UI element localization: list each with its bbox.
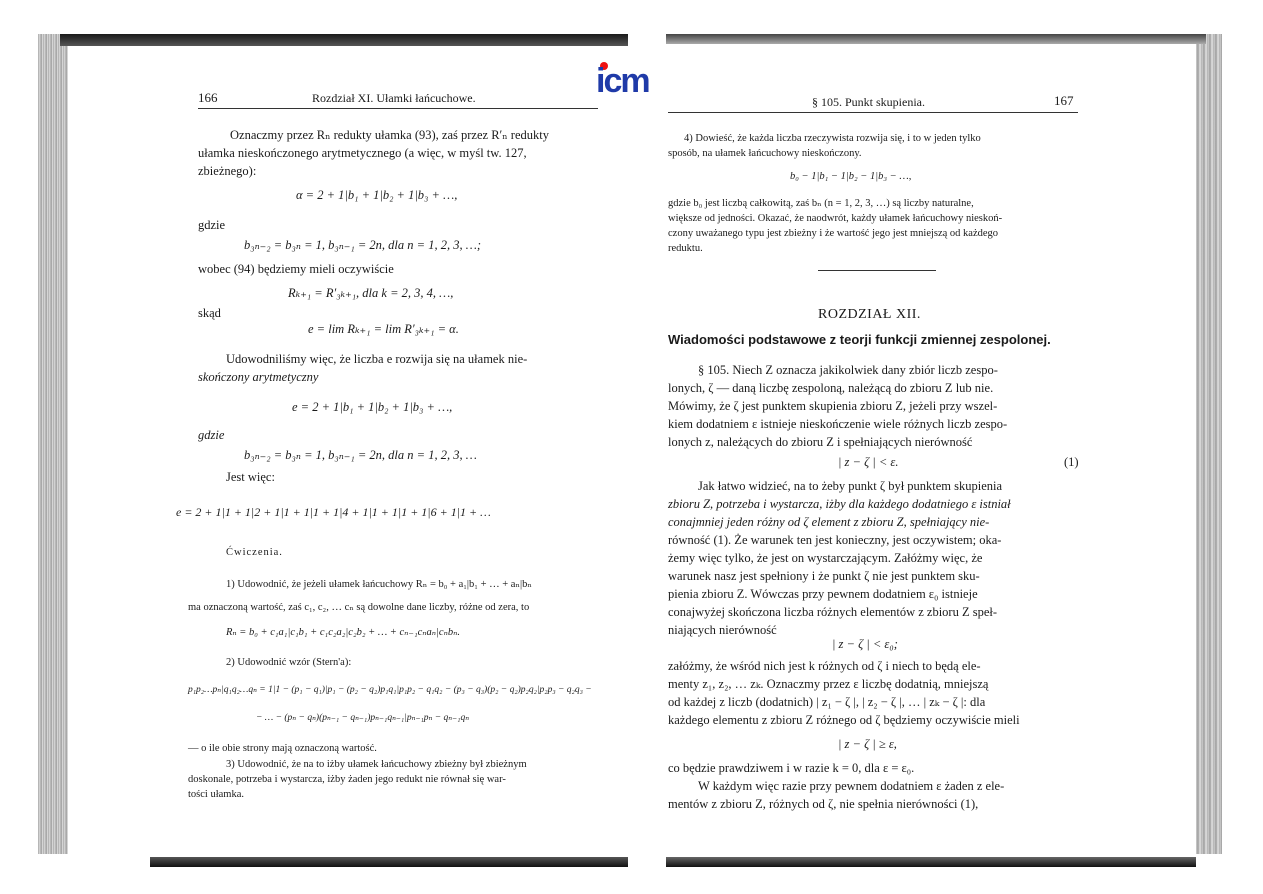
text-line: lonych, ζ — daną liczbę zespoloną, należącą do zbioru Z lub nie. [668, 381, 994, 395]
text-line: Oznaczmy przez Rₙ redukty ułamka (93), zaś przez R′ₙ redukty [230, 128, 549, 142]
text-line: lonych z, należących do zbioru Z i spełniających nierówność [668, 435, 973, 449]
text-line: co będzie prawdziwem i w razie k = 0, dla ε = ε₀. [668, 761, 915, 775]
text-line: — o ile obie strony mają oznaczoną wartość. [188, 743, 377, 754]
text-line: gdzie [198, 428, 225, 442]
formula-line: | z − ζ | < ε₀; [832, 637, 898, 651]
icm-logo [596, 62, 666, 102]
text-line: Jest więc: [226, 470, 275, 484]
text-line: czony uważanego typu jest zbieżny i że wartość jego jest mniejszą od każdego [668, 228, 999, 239]
text-line: mentów z zbioru Z, różnych od ζ, nie spełnia nierówności (1), [668, 797, 979, 811]
text-line: od każdej z liczb (dodatnich) | z₁ − ζ |, | z₂ − ζ |, … | zₖ − ζ |: dla [668, 695, 986, 709]
text-line: sposób, na ułamek łańcuchowy nieskończony. [668, 148, 862, 159]
exercises-heading: Ćwiczenia. [226, 547, 283, 558]
text-line: ma oznaczoną wartość, zaś c₁, c₂, … cₙ są dowolne dane liczby, różne od zera, to [188, 602, 530, 613]
text-line: pienia zbioru Z. Wówczas przy pewnem dodatniem ε₀ istnieje [668, 587, 978, 601]
text-line: Udowodniliśmy więc, że liczba e rozwija się na ułamek nie- [226, 352, 528, 366]
left-bottom-shadow [150, 857, 628, 867]
logo-text: icm [596, 62, 649, 100]
right-bottom-shadow [666, 857, 1196, 867]
formula-line: − … − (pₙ − qₙ)(pₙ₋₁ − qₙ₋₁)pₙ₋₁qₙ₋₁|pₙ₋₁pₙ − qₙ₋₁qₙ [256, 713, 470, 723]
left-page-edge [38, 34, 68, 854]
text-line: Mówimy, że ζ jest punktem skupienia zbioru Z, jeżeli przy wszel- [668, 399, 998, 413]
formula-line: b₃ₙ₋₂ = b₃ₙ = 1, b₃ₙ₋₁ = 2n, dla n = 1, 2, 3, … [244, 448, 477, 462]
text-line: gdzie [198, 218, 226, 232]
text-line: § 105. Niech Z oznacza jakikolwiek dany zbiór liczb zespo- [698, 363, 998, 377]
text-line: 2) Udowodnić wzór (Stern'a): [226, 657, 352, 668]
right-page-number: 167 [1054, 93, 1074, 108]
text-line: wobec (94) będziemy mieli oczywiście [198, 262, 394, 276]
text-line: 3) Udowodnić, że na to iżby ułamek łańcuchowy zbieżny był zbieżnym [226, 759, 527, 770]
formula-line: Rₖ₊₁ = R′₃ₖ₊₁, dla k = 2, 3, 4, …, [288, 286, 454, 300]
formula-line: e = 2 + 1|1 + 1|2 + 1|1 + 1|1 + 1|4 + 1|1 + 1|1 + 1|6 + 1|1 + … [176, 505, 491, 519]
formula-line: p₁p₂…pₙ|q₁q₂…qₙ = 1|1 − (p₁ − q₁)|p₁ − (p₂ − q₂)p₁q₁|p₁p₂ − q₁q₂ − (p₃ − q₃)(p₂ − q₂)p₂q₂|p₂p₃ − q₂q₃ − [188, 685, 592, 695]
text-line: skończony arytmetyczny [198, 370, 319, 384]
text-line: 4) Dowieść, że każda liczba rzeczywista rozwija się, i to w jeden tylko [684, 133, 981, 144]
right-running-head: § 105. Punkt skupienia. [812, 95, 925, 109]
text-line: skąd [198, 306, 221, 320]
text-line: reduktu. [668, 243, 703, 254]
text-line: gdzie b₀ jest liczbą całkowitą, zaś bₙ (n = 1, 2, 3, …) są liczby naturalne, [668, 198, 974, 209]
text-line: 1) Udowodnić, że jeżeli ułamek łańcuchowy Rₙ = b₀ + a₁|b₁ + … + aₙ|bₙ [226, 579, 532, 590]
formula-line: Rₙ = b₀ + c₁a₁|c₁b₁ + c₁c₂a₂|c₂b₂ + … + cₙ₋₁cₙaₙ|cₙbₙ. [226, 627, 460, 638]
text-line: zbioru Z, potrzeba i wystarcza, iżby dla każdego dodatniego ε istniał [668, 497, 1011, 511]
text-line: conajwyżej skończona liczba różnych elementów z zbioru Z speł- [668, 605, 998, 619]
book-gutter [628, 30, 666, 870]
text-line: zbieżnego): [198, 164, 257, 178]
right-top-shadow [666, 34, 1206, 44]
text-line: załóżmy, że wśród nich jest k różnych od ζ i niech to będą ele- [668, 659, 981, 673]
section-divider [818, 270, 936, 271]
text-line: kiem dodatniem ε istnieje nieskończenie wiele różnych liczb zespo- [668, 417, 1008, 431]
text-line: niających nierówność [668, 623, 777, 637]
left-top-shadow [60, 34, 628, 46]
text-line: doskonale, potrzeba i wystarcza, iżby żaden jego redukt nie równał się war- [188, 774, 506, 785]
formula-line: e = 2 + 1|b₁ + 1|b₂ + 1|b₃ + …, [292, 400, 453, 414]
text-line: równość (1). Że warunek ten jest konieczny, jest oczywistem; oka- [668, 533, 1002, 547]
formula-line: b₀ − 1|b₁ − 1|b₂ − 1|b₃ − …, [790, 171, 912, 182]
chapter-title: ROZDZIAŁ XII. [818, 307, 921, 322]
text-line: W każdym więc razie przy pewnem dodatniem ε żaden z ele- [698, 779, 1005, 793]
text-line: każdego elementu z zbioru Z różnego od ζ będziemy oczywiście mieli [668, 713, 1020, 727]
text-line: tości ułamka. [188, 789, 244, 800]
formula-line: | z − ζ | < ε. [838, 455, 899, 469]
text-line: menty z₁, z₂, … zₖ. Oznaczmy przez ε liczbę dodatnią, mniejszą [668, 677, 989, 691]
formula-line: | z − ζ | ≥ ε, [838, 737, 897, 751]
text-line: warunek nasz jest spełniony i że punkt ζ nie jest punktem sku- [668, 569, 980, 583]
text-line: Jak łatwo widzieć, na to żeby punkt ζ był punktem skupienia [698, 479, 1003, 493]
equation-number: (1) [1064, 455, 1079, 469]
formula-line: b₃ₙ₋₂ = b₃ₙ = 1, b₃ₙ₋₁ = 2n, dla n = 1, 2, 3, …; [244, 238, 481, 252]
right-page-edge [1196, 34, 1222, 854]
right-head-rule [668, 112, 1078, 113]
text-line: conajmniej jeden różny od ζ element z zbioru Z, spełniający nie- [668, 515, 990, 529]
text-line: większe od jedności. Okazać, że naodwrót, każdy ułamek łańcuchowy nieskoń- [668, 213, 1003, 224]
text-line: żemy więc tylko, że jest on wystarczającym. Załóżmy więc, że [668, 551, 983, 565]
text-line: ułamka nieskończonego arytmetycznego (a więc, w myśl tw. 127, [198, 146, 527, 160]
left-head-rule [198, 108, 598, 109]
chapter-subtitle: Wiadomości podstawowe z teorji funkcji zmiennej zespolonej. [668, 332, 1051, 347]
formula-line: α = 2 + 1|b₁ + 1|b₂ + 1|b₃ + …, [296, 188, 458, 202]
left-page-number: 166 [198, 90, 218, 105]
left-running-head: Rozdział XI. Ułamki łańcuchowe. [312, 91, 476, 105]
formula-line: e = lim Rₖ₊₁ = lim R′₃ₖ₊₁ = α. [308, 322, 459, 336]
